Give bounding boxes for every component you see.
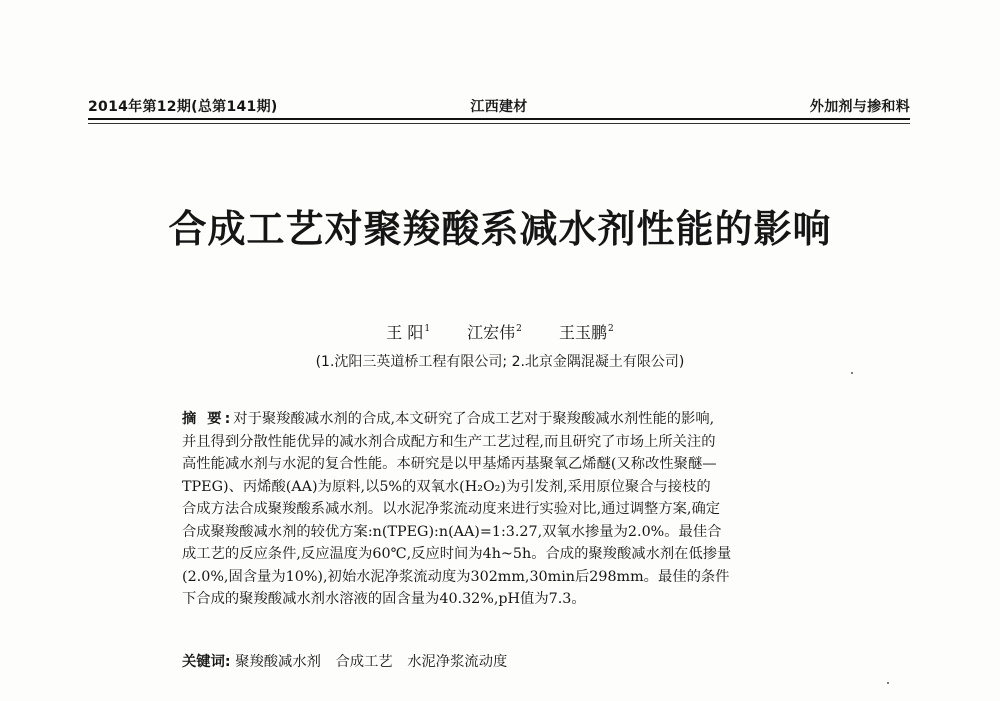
abstract-line: (2.0%,固含量为10%),初始水泥净浆流动度为302mm,30min后298mm。最佳的条件 <box>182 568 730 585</box>
abstract-line <box>182 408 812 431</box>
author-name: 江宏伟 <box>467 323 516 342</box>
scan-speck <box>887 682 889 684</box>
abstract-text: 对于聚羧酸减水剂的合成,本文研究了合成工艺对于聚羧酸减水剂性能的影响, <box>233 411 715 427</box>
author <box>386 323 430 342</box>
author-list <box>0 318 1000 344</box>
issue-number: 2014年第12期(总第141期) <box>88 99 278 115</box>
keywords-label: 关键词: <box>182 654 231 670</box>
author <box>559 323 614 342</box>
abstract <box>182 408 812 611</box>
scan-speck <box>851 372 853 374</box>
keyword: 水泥净浆流动度 <box>407 654 508 670</box>
author-name: 王玉鹏 <box>559 323 608 342</box>
author-affiliation-mark: 2 <box>516 324 522 334</box>
keyword: 聚羧酸减水剂 <box>235 654 321 670</box>
abstract-line: 并且得到分散性能优异的减水剂合成配方和生产工艺过程,而且研究了市场上所关注的 <box>182 433 716 450</box>
section-name: 外加剂与掺和料 <box>809 99 910 115</box>
journal-header <box>88 96 910 118</box>
abstract-line: 成工艺的反应条件,反应温度为60℃,反应时间为4h~5h。合成的聚羧酸减水剂在低掺量 <box>182 546 732 562</box>
article-title: 合成工艺对聚羧酸系减水剂性能的影响 <box>168 207 832 251</box>
header-rule-thin <box>88 123 910 124</box>
header-rule-thick <box>88 118 910 120</box>
author-affiliation-mark: 2 <box>608 324 614 334</box>
abstract-line: 合成方法合成聚羧酸系减水剂。以水泥净浆流动度来进行实验对比,通过调整方案,确定 <box>182 501 721 517</box>
journal-name: 江西建材 <box>470 99 528 115</box>
abstract-label: 摘 要: <box>182 411 234 427</box>
keywords <box>182 651 812 673</box>
author <box>467 323 522 342</box>
affiliations: (1.沈阳三英道桥工程有限公司; 2.北京金隅混凝土有限公司) <box>315 354 685 370</box>
author-name: 王 阳 <box>386 323 424 342</box>
abstract-line: TPEG)、丙烯酸(AA)为原料,以5%的双氧水(H₂O₂)为引发剂,采用原位聚合与接枝的 <box>182 478 711 495</box>
author-affiliation-mark: 1 <box>424 324 431 334</box>
abstract-line: 下合成的聚羧酸减水剂水溶液的固含量为40.32%,pH值为7.3。 <box>182 591 586 607</box>
abstract-line: 高性能减水剂与水泥的复合性能。本研究是以甲基烯丙基聚氧乙烯醚(又称改性聚醚— <box>182 456 717 472</box>
abstract-line: 合成聚羧酸减水剂的较优方案:n(TPEG):n(AA)=1:3.27,双氧水掺量为2.0%。最佳合 <box>182 523 722 540</box>
keyword: 合成工艺 <box>335 654 393 670</box>
